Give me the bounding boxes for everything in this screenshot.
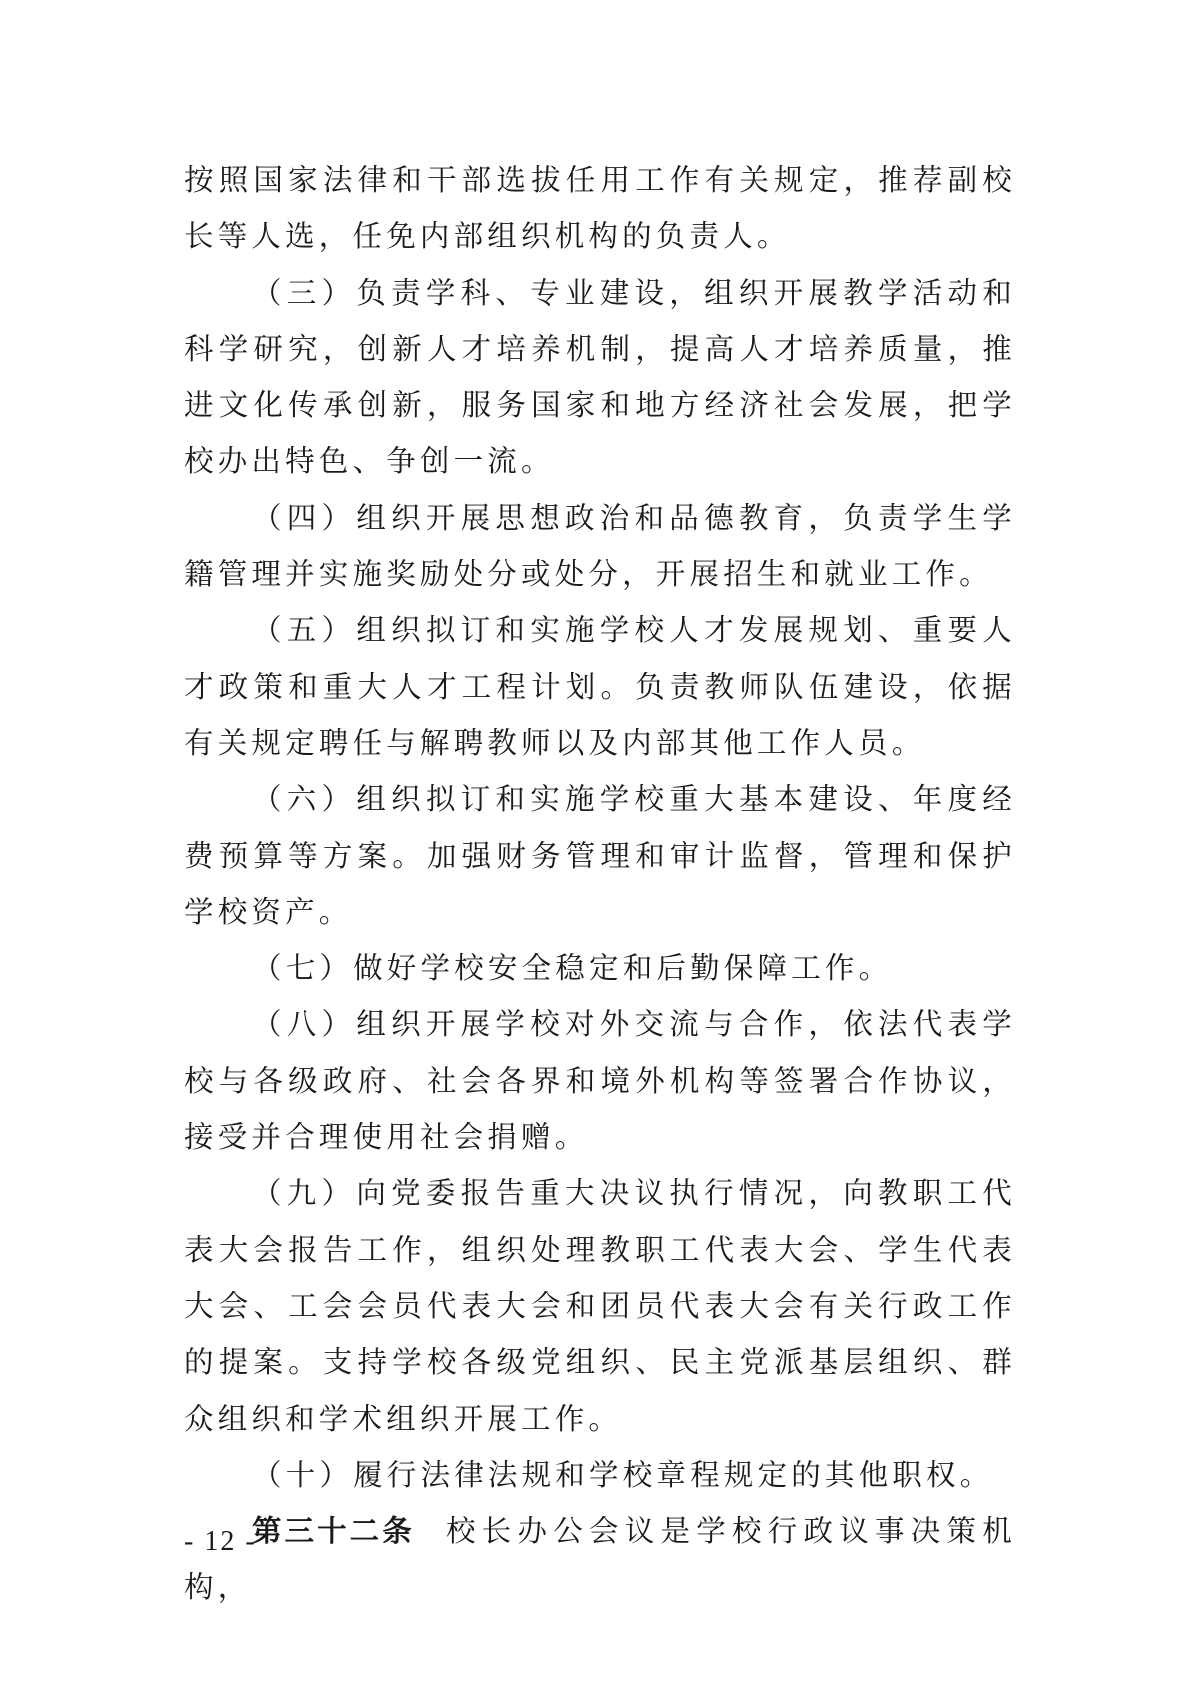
- document-body: [184, 152, 1016, 1616]
- paragraph-item-6: （六）组织拟订和实施学校重大基本建设、年度经费预算等方案。加强财务管理和审计监督，管理和保护学校资产。: [184, 782, 1016, 929]
- article-text: 校长办公会议是学校行政议事决策机构，: [184, 1514, 1016, 1605]
- paragraph-continuation: 按照国家法律和干部选拔任用工作有关规定，推荐副校长等人选，任免内部组织机构的负责人。: [184, 163, 1016, 254]
- paragraph-item-7: （七）做好学校安全稳定和后勤保障工作。: [252, 951, 893, 986]
- page-number: - 12 -: [184, 1526, 257, 1557]
- paragraph-item-10: （十）履行法律法规和学校章程规定的其他职权。: [252, 1457, 994, 1492]
- paragraph-item-3: （三）负责学科、专业建设，组织开展教学活动和科学研究，创新人才培养机制，提高人才培养质量，推进文化传承创新，服务国家和地方经济社会发展，把学校办出特色、争创一流。: [184, 275, 1016, 479]
- paragraph-item-8: （八）组织开展学校对外交流与合作，依法代表学校与各级政府、社会各界和境外机构等签署合作协议，接受并合理使用社会捐赠。: [184, 1007, 1016, 1155]
- article-number: 第三十二条: [252, 1513, 415, 1549]
- paragraph-item-4: （四）组织开展思想政治和品德教育，负责学生学籍管理并实施奖励处分或处分，开展招生和就业工作。: [184, 500, 1016, 592]
- paragraph-item-5: （五）组织拟订和实施学校人才发展规划、重要人才政策和重大人才工程计划。负责教师队伍建设，依据有关规定聘任与解聘教师以及内部其他工作人员。: [184, 613, 1016, 760]
- paragraph-item-9: （九）向党委报告重大决议执行情况，向教职工代表大会报告工作，组织处理教职工代表大会、学生代表大会、工会会员代表大会和团员代表大会有关行政工作的提案。支持学校各级党组织、民主党派基层组织、群众组织和学术组织开展工作。: [184, 1176, 1016, 1436]
- article-32-paragraph: [184, 1503, 1016, 1616]
